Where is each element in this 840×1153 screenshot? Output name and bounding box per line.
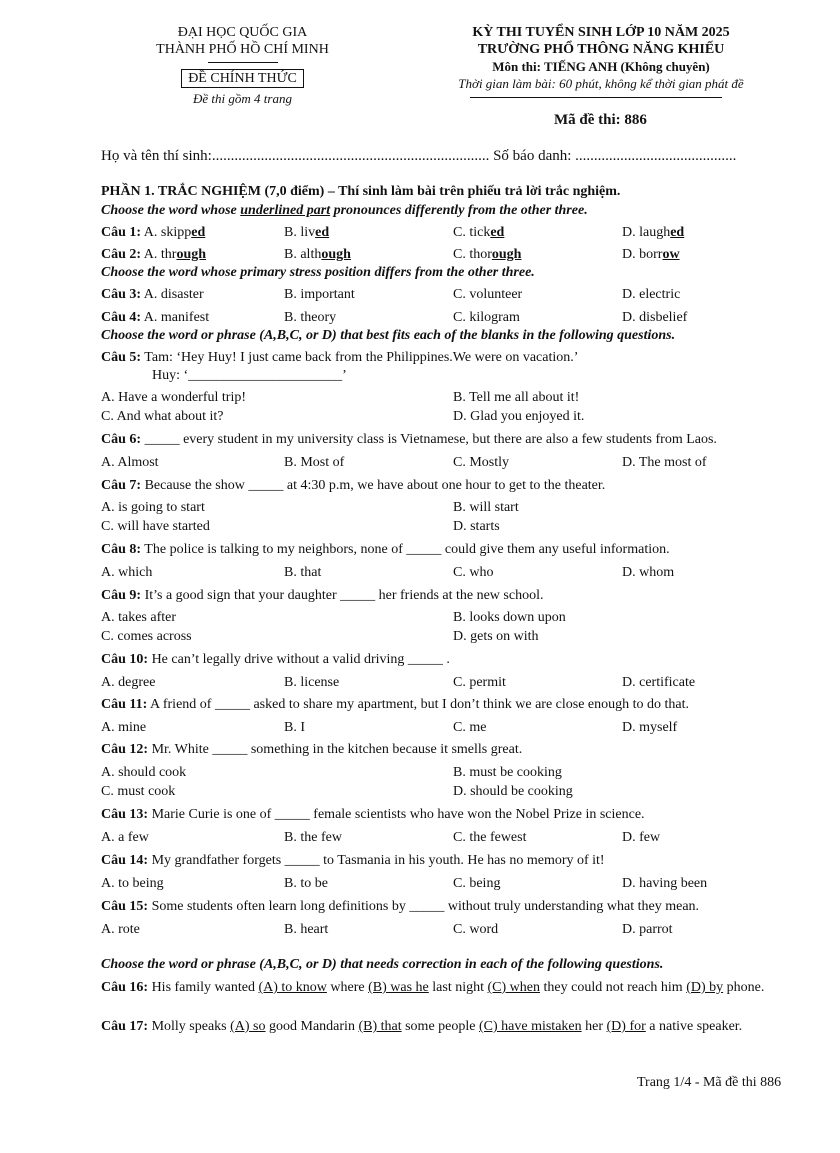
question-10-d: D. certificate [622,675,696,690]
issuer-line2: THÀNH PHỐ HỒ CHÍ MINH [156,42,329,57]
question-9-a: A. takes after [101,610,177,625]
question-6-b: B. Most of [284,455,345,470]
subject: Môn thi: TIẾNG ANH (Không chuyên) [492,59,710,74]
candidate-id-dots: ........................................... [575,148,737,164]
exam-divider [470,97,722,98]
question-2-b: B. although [284,247,351,262]
question-5-c: C. And what about it? [101,409,224,424]
question-15-b: B. heart [284,922,329,937]
question-2-a: Câu 2: A. through [101,247,207,262]
question-3-a: Câu 3: A. disaster [101,287,204,302]
question-11-d: D. myself [622,720,678,735]
question-15-a: A. rote [101,922,140,937]
question-9-c: C. comes across [101,629,192,644]
instruction-correction: Choose the word or phrase (A,B,C, or D) that needs correction in each of the following questions. [101,957,664,972]
question-2-c: C. thorough [453,247,522,262]
question-12-b: B. must be cooking [453,765,562,780]
time-note: Thời gian làm bài: 60 phút, không kể thời gian phát đề [458,76,744,91]
question-4-a: Câu 4: A. manifest [101,310,210,325]
question-7-d: D. starts [453,519,500,534]
question-12-d: D. should be cooking [453,784,573,799]
issuer-block [100,24,385,107]
issuer-line1: ĐẠI HỌC QUỐC GIA [177,25,308,40]
question-13-c: C. the fewest [453,830,527,845]
question-14-d: D. having been [622,876,708,891]
question-12-stem: Câu 12: Mr. White _____ something in the kitchen because it smells great. [101,742,523,757]
part1-title: PHẦN 1. TRẮC NGHIỆM (7,0 điểm) – Thí sinh làm bài trên phiếu trả lời trắc nghiệm. [101,184,621,199]
candidate-name-line [101,148,736,165]
question-3-d: D. electric [622,287,681,302]
official-badge: ĐỀ CHÍNH THỨC [181,69,304,88]
issuer-divider [208,62,278,63]
question-8-stem: Câu 8: The police is talking to my neighbors, none of _____ could give them any useful information. [101,542,670,557]
question-6-stem: Câu 6: _____ every student in my university class is Vietnamese, but there are also a few students from Laos. [101,432,717,447]
question-16: Câu 16: His family wanted (A) to know where (B) was he last night (C) when they could not reach him (D) by phone. [101,980,765,995]
question-10-b: B. license [284,675,340,690]
question-12-a: A. should cook [101,765,187,780]
question-10-c: C. permit [453,675,506,690]
question-17: Câu 17: Molly speaks (A) so good Mandarin (B) that some people (C) have mistaken her (D) for a native speaker. [101,1019,743,1034]
question-5-b: B. Tell me all about it! [453,390,580,405]
question-14-stem: Câu 14: My grandfather forgets _____ to Tasmania in his youth. He has no memory of it! [101,853,605,868]
question-15-d: D. parrot [622,922,673,937]
question-6-c: C. Mostly [453,455,510,470]
question-6-a: A. Almost [101,455,159,470]
question-8-a: A. which [101,565,153,580]
question-7-c: C. will have started [101,519,210,534]
question-11-stem: Câu 11: A friend of _____ asked to share my apartment, but I don’t think we are close enough to do that. [101,697,690,712]
question-4-c: C. kilogram [453,310,520,325]
question-5-a: A. Have a wonderful trip! [101,390,247,405]
question-7-a: A. is going to start [101,500,205,515]
question-2-d: D. borrow [622,247,680,262]
pages-note: Đề thi gồm 4 trang [193,91,292,106]
question-1-c: C. ticked [453,225,505,240]
question-7-stem: Câu 7: Because the show _____ at 4:30 p.m, we have about one hour to get to the theater. [101,478,606,493]
question-1-d: D. laughed [622,225,685,240]
exam-block [418,24,784,92]
question-3-c: C. volunteer [453,287,523,302]
question-14-c: C. being [453,876,501,891]
question-6-d: D. The most of [622,455,707,470]
question-7-b: B. will start [453,500,519,515]
instruction-fill-blank: Choose the word or phrase (A,B,C, or D) that best fits each of the blanks in the following questions. [101,328,676,343]
question-10-a: A. degree [101,675,156,690]
instruction-stress: Choose the word whose primary stress position differs from the other three. [101,265,535,280]
question-1-b: B. lived [284,225,330,240]
question-9-d: D. gets on with [453,629,539,644]
question-9-stem: Câu 9: It’s a good sign that your daughter _____ her friends at the new school. [101,588,544,603]
question-11-a: A. mine [101,720,147,735]
exam-title: KỲ THI TUYỂN SINH LỚP 10 NĂM 2025 [472,25,730,40]
question-14-a: A. to being [101,876,164,891]
question-13-b: B. the few [284,830,342,845]
question-11-c: C. me [453,720,487,735]
candidate-name-label: Họ và tên thí sinh: [101,148,212,164]
exam-code: Mã đề thi: 886 [554,112,647,128]
question-8-b: B. that [284,565,322,580]
school-name: TRƯỜNG PHỔ THÔNG NĂNG KHIẾU [477,42,725,57]
question-14-b: B. to be [284,876,328,891]
question-1-a: Câu 1: A. skipped [101,225,206,240]
question-8-d: D. whom [622,565,675,580]
question-13-a: A. a few [101,830,149,845]
question-10-stem: Câu 10: He can’t legally drive without a valid driving _____ . [101,652,450,667]
question-3-b: B. important [284,287,355,302]
question-4-d: D. disbelief [622,310,688,325]
question-11-b: B. I [284,720,305,735]
candidate-id-label: Số báo danh: [493,148,572,164]
question-13-d: D. few [622,830,661,845]
instruction-pronunciation: Choose the word whose underlined part pronounces differently from the other three. [101,203,588,218]
page-footer: Trang 1/4 - Mã đề thi 886 [637,1075,782,1090]
question-15-c: C. word [453,922,499,937]
question-5-stem: Câu 5: Tam: ‘Hey Huy! I just came back from the Philippines.We were on vacation.’ [101,350,579,365]
question-8-c: C. who [453,565,494,580]
question-9-b: B. looks down upon [453,610,566,625]
question-5-d: D. Glad you enjoyed it. [453,409,585,424]
candidate-name-dots: .......................................................................... [211,148,490,164]
question-4-b: B. theory [284,310,337,325]
question-15-stem: Câu 15: Some students often learn long definitions by _____ without truly understanding what they mean. [101,899,700,914]
question-13-stem: Câu 13: Marie Curie is one of _____ female scientists who have won the Nobel Prize in science. [101,807,645,822]
question-5-reply: Huy: ‘______________________’ [152,368,347,383]
question-12-c: C. must cook [101,784,176,799]
